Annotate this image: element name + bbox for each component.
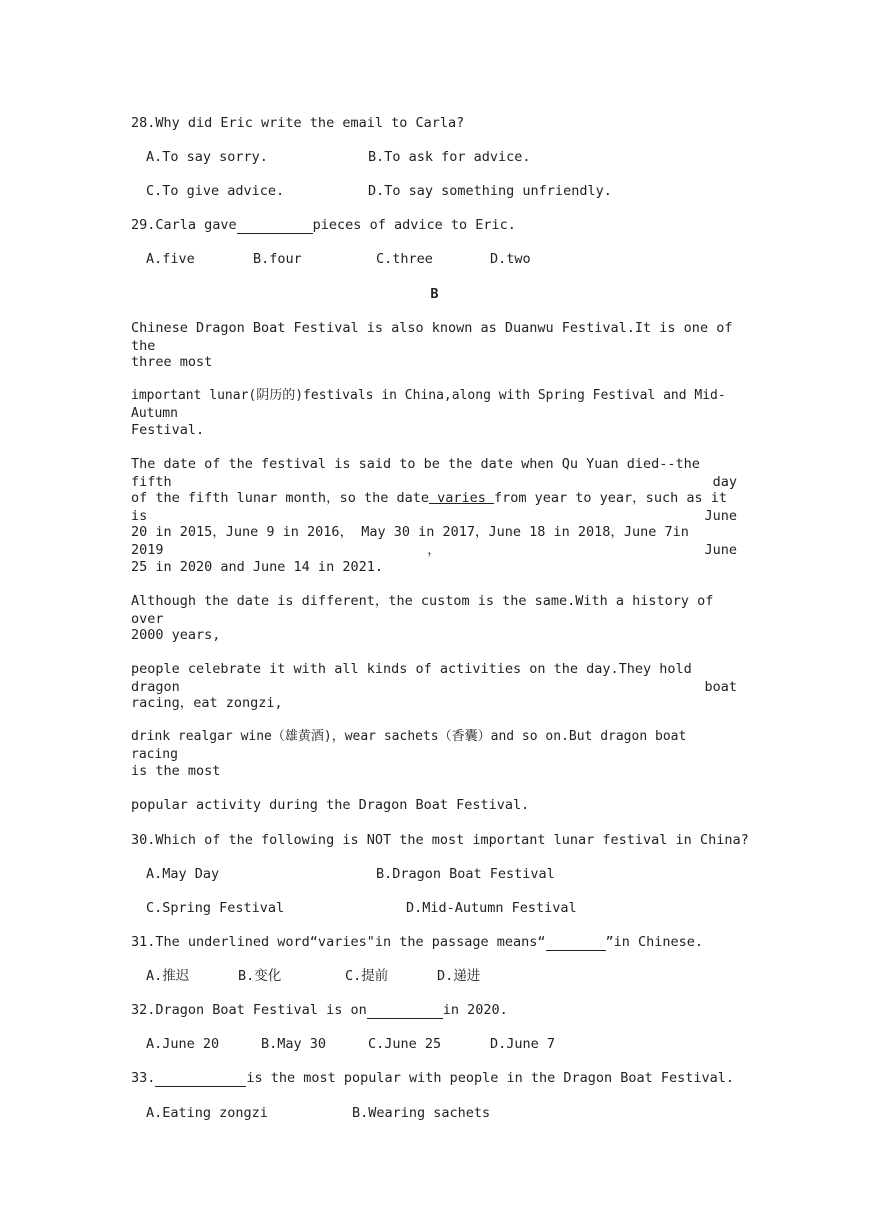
q33-option-b: B.Wearing sachets [352,1105,491,1121]
answer-blank [367,1004,443,1019]
question-31-stem [131,933,703,951]
answer-blank [237,219,313,234]
q31-option-c: C.提前 [345,968,389,984]
q29-option-d: D.two [490,251,531,267]
q33-stem-start: 33. [131,1070,156,1086]
question-32-stem [131,1001,508,1019]
q32-option-a: A.June 20 [146,1036,220,1052]
q28-option-d: D.To say something unfriendly. [368,183,612,199]
q29-option-c: C.three [376,251,433,267]
passage-line-12: racing，eat zongzi, [131,695,283,711]
passage-line-10: 2000 years, [131,627,221,643]
question-33-stem [131,1069,734,1087]
passage-line-13: drink realgar wine（雄黄酒)，wear sachets（香囊）and so on.But dragon boat racing [131,729,687,762]
passage-line-6-start: of the fifth lunar month，so the date [131,490,429,506]
q33-stem-end: is the most popular with people in the Dragon Boat Festival. [246,1070,735,1086]
answer-blank [546,936,606,951]
q30-option-a: A.May Day [146,866,220,882]
passage-line-5: The date of the festival is said to be the date when Qu Yuan died--the fifth day [131,456,737,490]
question-28-stem: 28.Why did Eric write the email to Carla? [131,115,465,131]
q31-option-d: D.递进 [437,968,481,984]
passage-line-14: is the most [131,763,221,779]
passage-line-15: popular activity during the Dragon Boat Festival. [131,797,530,813]
passage-line-6 [131,489,737,525]
q33-option-a: A.Eating zongzi [146,1105,268,1121]
q29-stem-end: pieces of advice to Eric. [312,217,516,233]
q29-option-a: A.five [146,251,195,267]
q30-option-b: B.Dragon Boat Festival [376,866,555,882]
passage-line-11: people celebrate it with all kinds of activities on the day.They hold dragon boat [131,661,737,695]
question-30-stem: 30.Which of the following is NOT the most important lunar festival in China? [131,832,749,848]
passage-line-9: Although the date is different，the custom is the same.With a history of over [131,593,714,627]
q32-option-d: D.June 7 [490,1036,556,1052]
underlined-word-varies: varies [428,490,495,506]
q28-option-b: B.To ask for advice. [368,149,531,165]
q30-option-d: D.Mid-Autumn Festival [406,900,577,916]
passage-line-7: 20 in 2015，June 9 in 2016， May 30 in 2017，June 18 in 2018，June 7in 2019，June [131,524,737,558]
passage-line-2: three most [131,354,213,370]
q31-option-b: B.变化 [238,968,282,984]
q31-stem-start: 31.The underlined word“varies"in the passage means“ [131,934,546,950]
q29-stem-start: 29.Carla gave [131,217,237,233]
passage-line-1: Chinese Dragon Boat Festival is also known as Duanwu Festival.It is one of the [131,320,733,354]
q32-option-b: B.May 30 [261,1036,327,1052]
q28-option-c: C.To give advice. [146,183,285,199]
question-29-stem [131,216,516,234]
passage-line-6-end: from year to year，such as it is June [131,490,737,524]
q32-option-c: C.June 25 [368,1036,442,1052]
section-title: B [430,286,439,302]
passage-line-3: important lunar(阴历的)festivals in China,along with Spring Festival and Mid-Autumn [131,388,726,421]
passage-line-4: Festival. [131,422,205,438]
q31-stem-end: ”in Chinese. [605,934,704,950]
q29-option-b: B.four [253,251,302,267]
answer-blank [155,1072,246,1087]
q31-option-a: A.推迟 [146,968,190,984]
passage-line-8: 25 in 2020 and June 14 in 2021. [131,559,383,575]
q30-option-c: C.Spring Festival [146,900,285,916]
q32-stem-end: in 2020. [442,1002,508,1018]
q32-stem-start: 32.Dragon Boat Festival is on [131,1002,367,1018]
q28-option-a: A.To say sorry. [146,149,268,165]
